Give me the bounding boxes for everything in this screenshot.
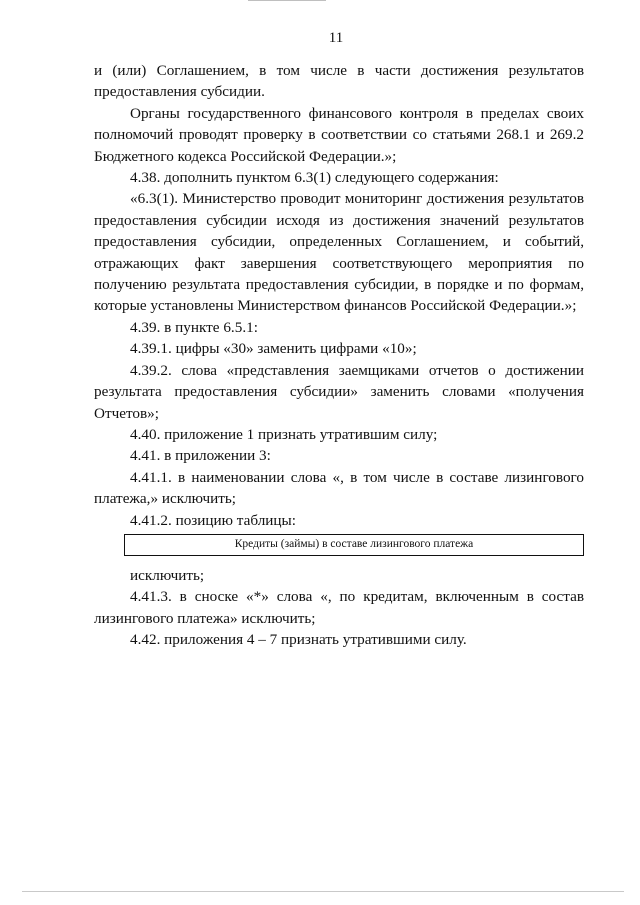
paragraph-4-41-1: 4.41.1. в наименовании слова «, в том числе в составе лизингового платежа,» исключить;: [94, 468, 584, 508]
paragraph-4-40: 4.40. приложение 1 признать утратившим силу;: [130, 425, 438, 443]
paragraph-4-38: 4.38. дополнить пунктом 6.3(1) следующего содержания:: [130, 169, 499, 187]
paragraph-control-bodies: Органы государственного финансового контроля в пределах своих полномочий проводят проверку в соответствии со статьями 268.1 и 269.2 Бюджетного кодекса Российской Федерации.»;: [94, 104, 584, 165]
top-edge-rule: [248, 0, 326, 1]
paragraph-continuation: и (или) Соглашением, в том числе в части достижения результатов предоставления субсидии.: [94, 62, 584, 101]
paragraph-exclude: исключить;: [130, 566, 205, 584]
paragraph-4-39-1: 4.39.1. цифры «30» заменить цифрами «10»;: [130, 340, 417, 358]
paragraph-4-41-3: 4.41.3. в сноске «*» слова «, по кредитам, включенным в состав лизингового платежа» исключить;: [94, 588, 584, 627]
paragraph-4-39-2: 4.39.2. слова «представления заемщиками отчетов о достижении результата предоставления субсидии» заменить словами «получения Отчетов»;: [94, 361, 584, 422]
document-body: [94, 60, 584, 651]
paragraph-4-39: 4.39. в пункте 6.5.1:: [130, 318, 258, 336]
page-number: 11: [328, 30, 344, 46]
bottom-edge-rule: [22, 891, 624, 892]
paragraph-4-42: 4.42. приложения 4 – 7 признать утратившими силу.: [130, 631, 467, 649]
paragraph-6-3-1: «6.3(1). Министерство проводит мониторинг достижения результатов предоставления субсидии исходя из достижения значений результатов предоставления субсидии, определенных Соглашением, и событий, отражающих факт завершения соответствующего мероприятия по получению результата предоставления субсидии, в порядке и по формам, которые установлены Министерством финансов Российской Федерации.»;: [94, 190, 584, 315]
table-position-cell: Кредиты (займы) в составе лизингового платежа: [124, 534, 584, 556]
paragraph-4-41-2: 4.41.2. позицию таблицы:: [130, 511, 296, 529]
paragraph-4-41: 4.41. в приложении 3:: [130, 447, 271, 465]
